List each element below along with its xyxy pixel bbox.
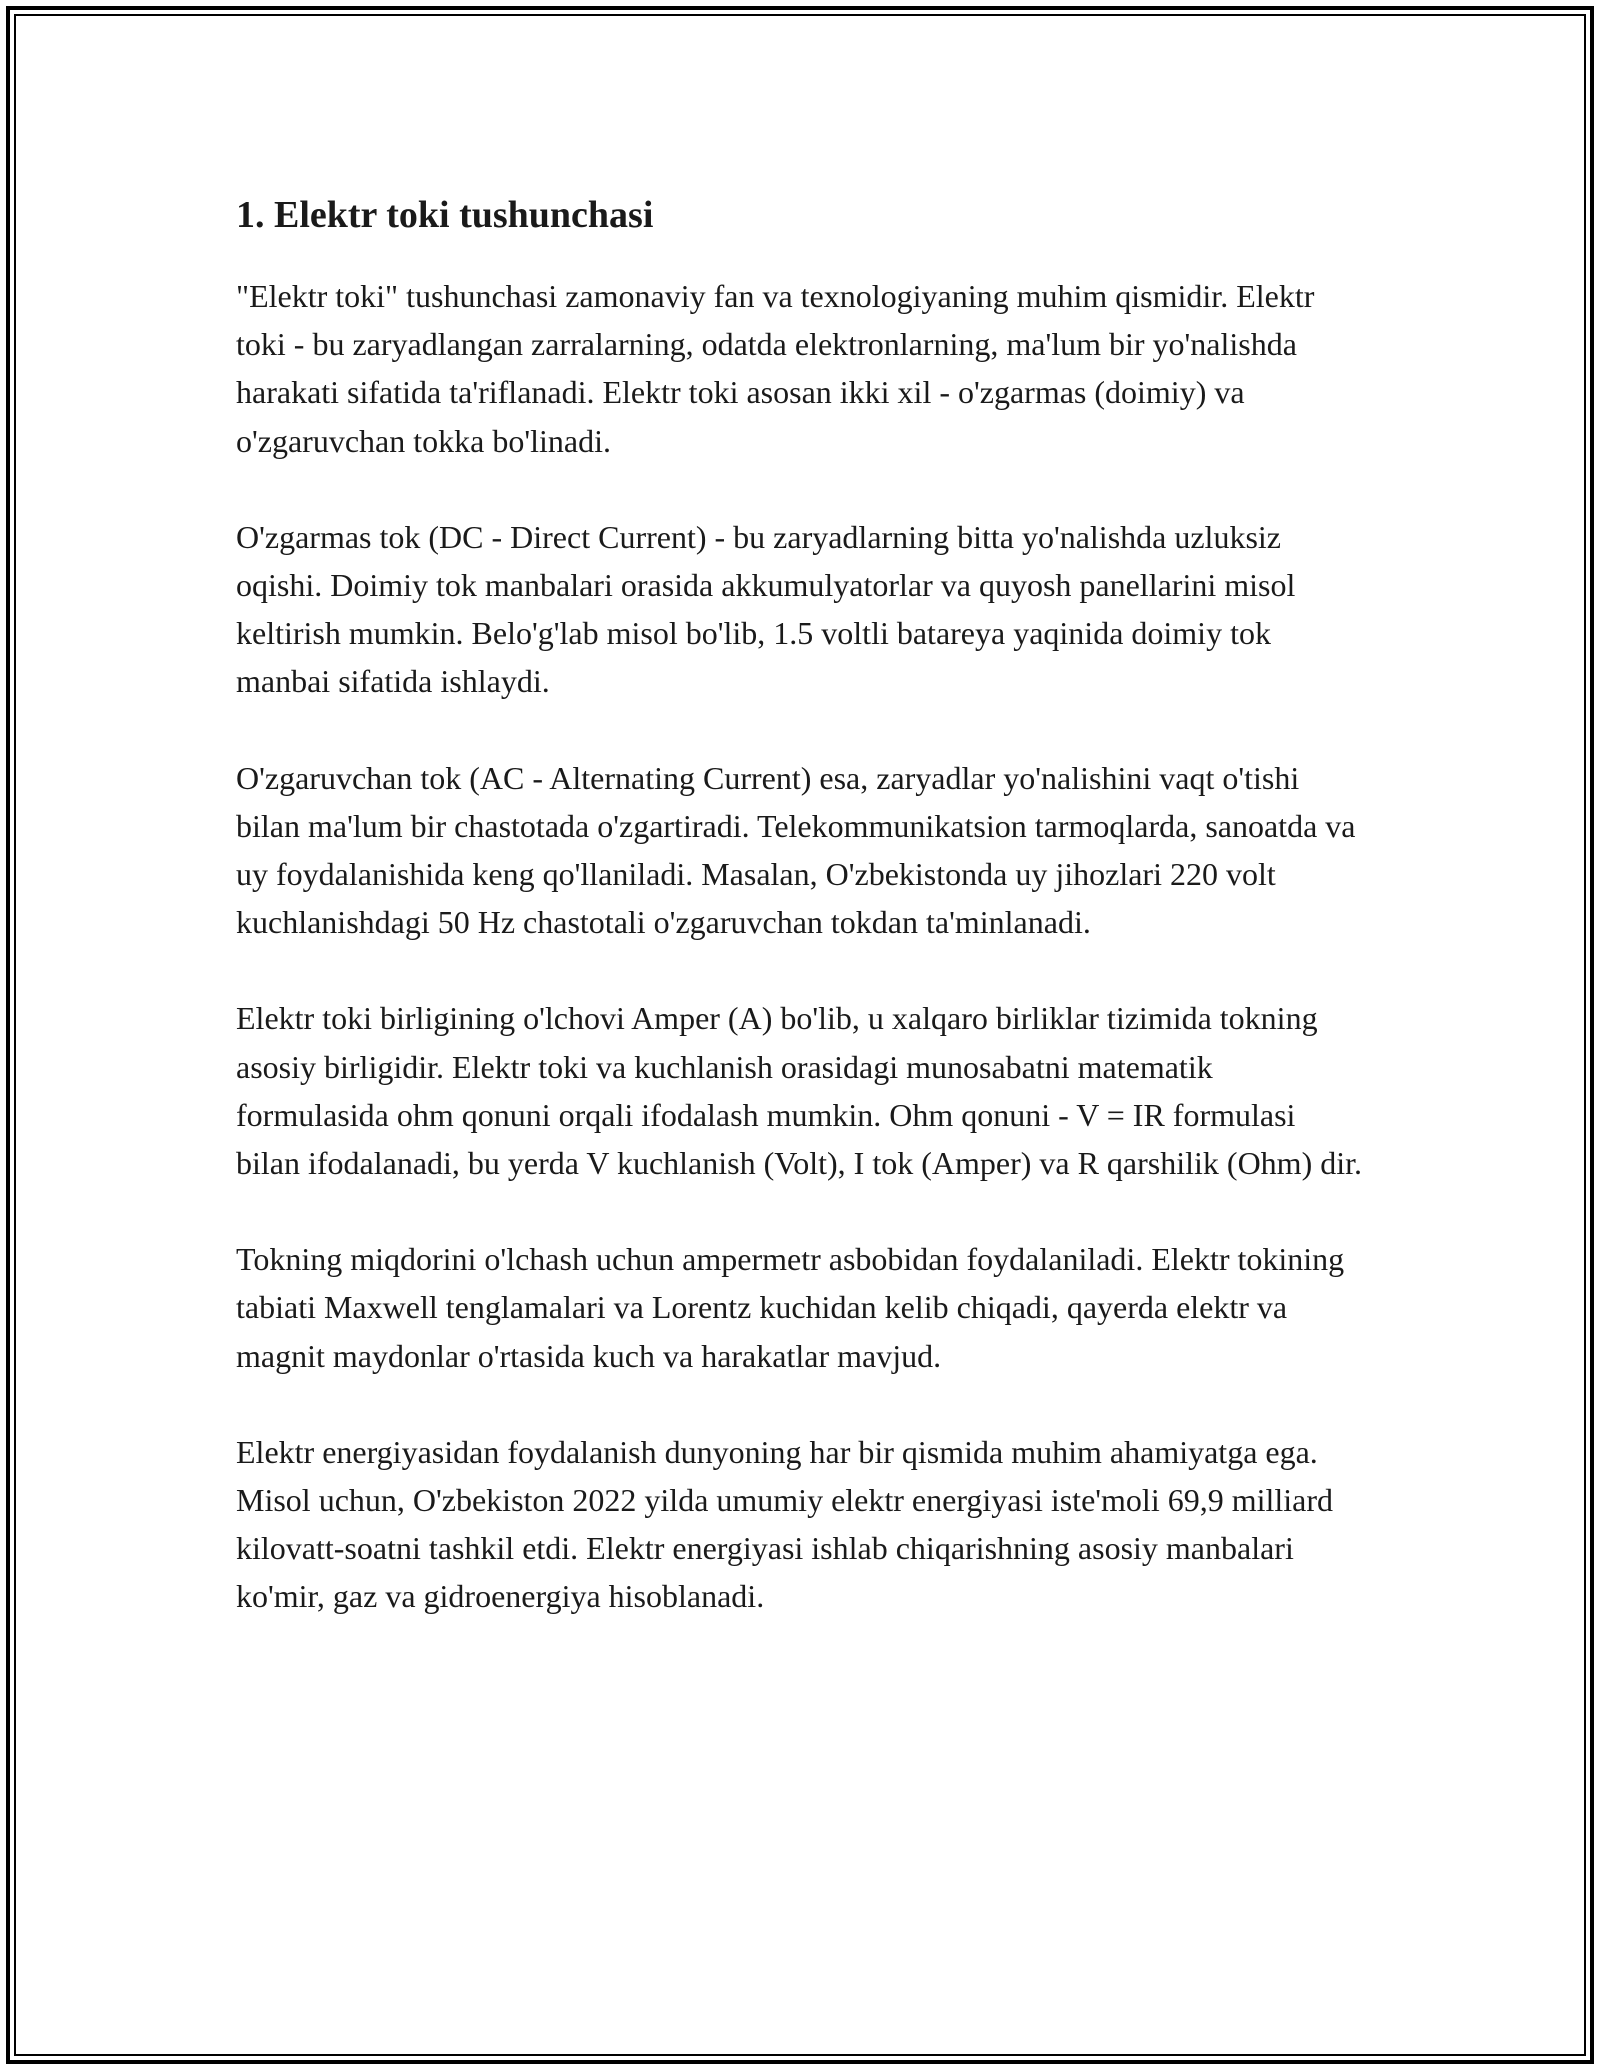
paragraph-ohms-law: Elektr toki birligining o'lchovi Amper (A) bo'lib, u xalqaro birliklar tizimida tokning asosiy birligidir. Elektr toki va kuchlanish orasidagi munosabatni matematik formulasida ohm qonuni orqali ifodalash mumkin. Ohm qonuni - V = IR formulasi bilan ifodalanadi, bu yerda V kuchlanish (Volt), I tok (Amper) va R qarshilik (Ohm) dir. [236,1000,1362,1182]
paragraph-alternating-current: O'zgaruvchan tok (AC - Alternating Current) esa, zaryadlar yo'nalishini vaqt o'tishi bilan ma'lum bir chastotada o'zgartiradi. Telekommunikatsion tarmoqlarda, sanoatda va uy foydalanishida keng qo'llaniladi. Masalan, O'zbekistonda uy jihozlari 220 volt kuchlanishdagi 50 Hz chastotali o'zgaruvchan tokdan ta'minlanadi. [236,759,1356,941]
paragraph-intro: "Elektr toki" tushunchasi zamonaviy fan va texnologiyaning muhim qismidir. Elektr toki - bu zaryadlangan zarralarning, odatda elektronlarning, ma'lum bir yo'nalishda harakati sifatida ta'riflanadi. Elektr toki asosan ikki xil - o'zgarmas (doimiy) va o'zgaruvchan tokka bo'linadi. [236,278,1315,459]
paragraph-energy-usage: Elektr energiyasidan foydalanish dunyoning har bir qismida muhim ahamiyatga ega. Misol uchun, O'zbekiston 2022 yilda umumiy elektr energiyasi iste'moli 69,9 milliard kilovatt-soatni tashkil etdi. Elektr energiyasi ishlab chiqarishning asosiy manbalari ko'mir, gaz va gidroenergiya hisoblanadi. [236,1433,1334,1615]
paragraph-direct-current: O'zgarmas tok (DC - Direct Current) - bu zaryadlarning bitta yo'nalishda uzluksiz oqishi. Doimiy tok manbalari orasida akkumulyatorlar va quyosh panellarini misol keltirish mumkin. Belo'g'lab misol bo'lib, 1.5 voltli batareya yaqinida doimiy tok manbai sifatida ishlaydi. [236,518,1296,700]
document-body [236,188,1366,1669]
paragraph-measurement: Tokning miqdorini o'lchash uchun ampermetr asbobidan foydalaniladi. Elektr tokining tabiati Maxwell tenglamalari va Lorentz kuchidan kelib chiqadi, qayerda elektr va magnit maydonlar o'rtasida kuch va harakatlar mavjud. [236,1241,1345,1374]
section-title: 1. Elektr toki tushunchasi [236,194,654,236]
